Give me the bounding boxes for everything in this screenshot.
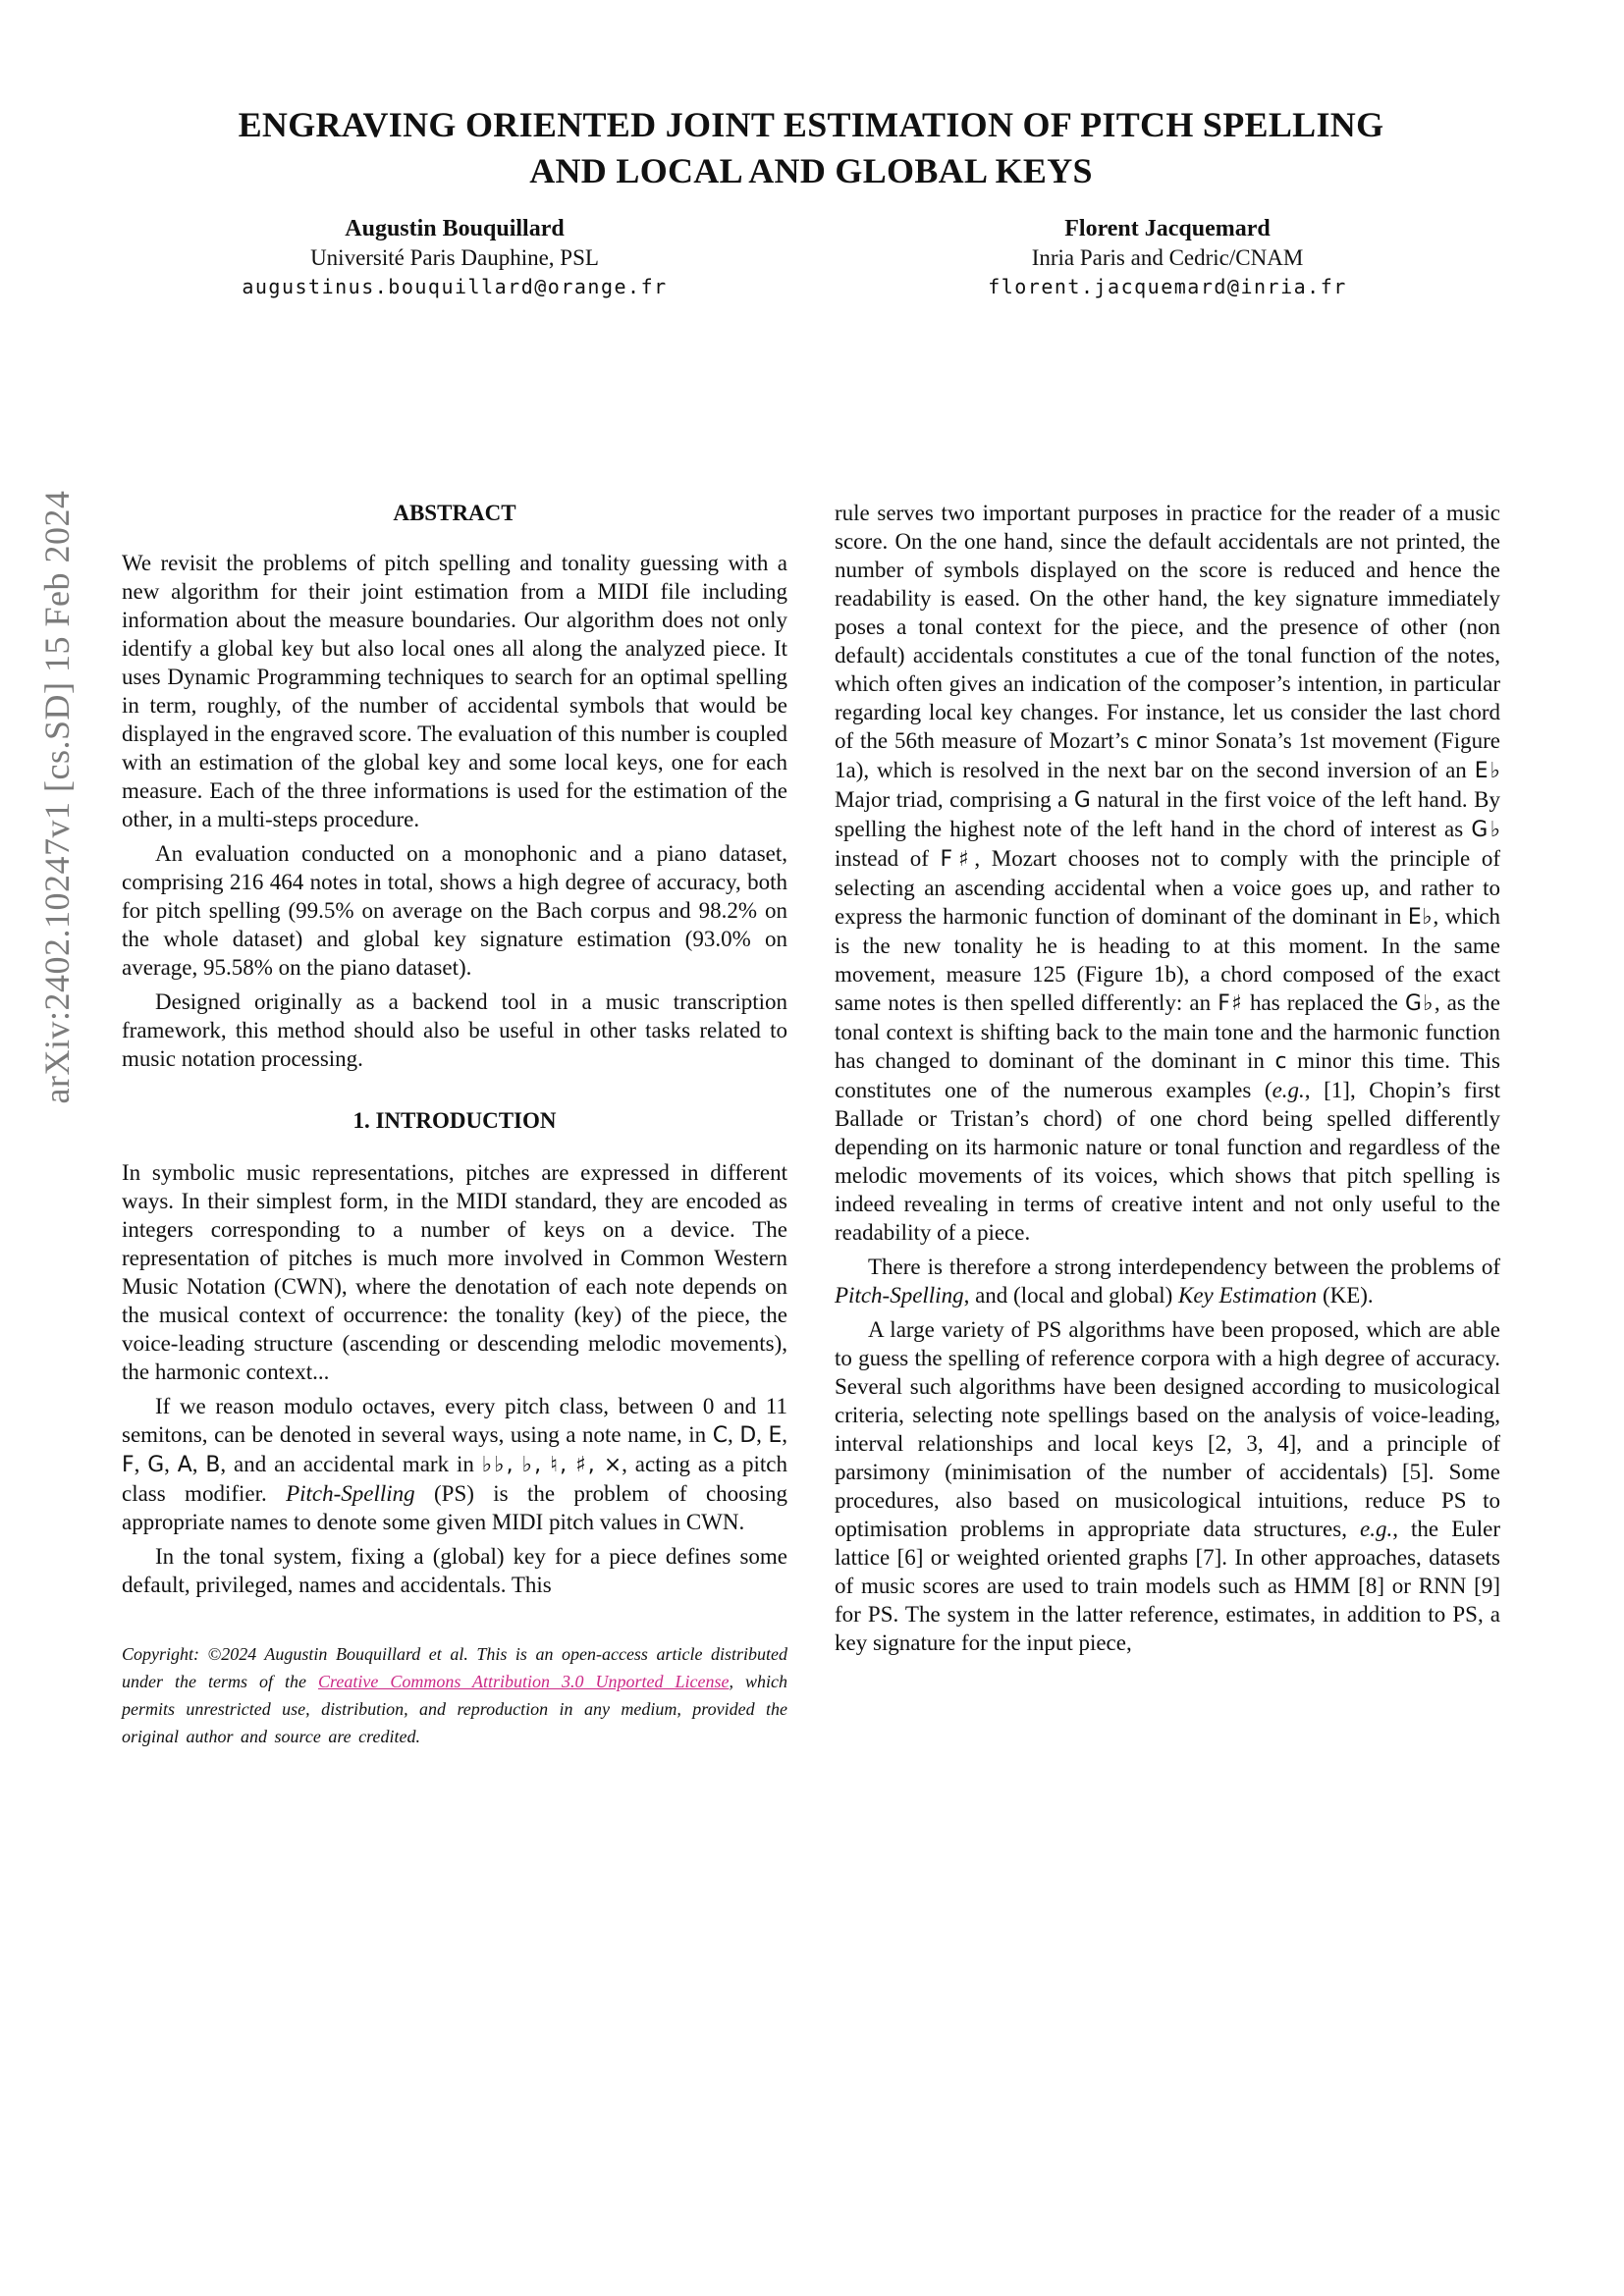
paper-content	[122, 0, 1500, 1750]
copyright-notice	[122, 1640, 787, 1750]
paper-title-line1: ENGRAVING ORIENTED JOINT ESTIMATION OF PITCH SPELLING	[238, 105, 1384, 144]
text-segment: , Mozart chooses not to comply with the principle of selecting an ascending accidental when a voice goes up, and rather to express the harmonic function of dominant of the dominant in	[835, 846, 1501, 929]
author-email: florent.jacquemard@inria.fr	[988, 275, 1347, 298]
text-segment: (PS) is the problem of choosing appropriate names to denote some given MIDI pitch values in CWN.	[122, 1481, 787, 1534]
body-paragraph-1	[835, 499, 1500, 1247]
text-segment: F♯	[1218, 991, 1243, 1016]
authors-row	[122, 214, 1500, 302]
text-segment: There is therefore a strong interdependency between the problems of	[868, 1255, 1500, 1279]
text-segment: If we reason modulo octaves, every pitch class, between 0 and 11 semitons, can be denoted in several ways, using a note name, in	[122, 1394, 787, 1447]
text-segment: G	[147, 1453, 165, 1477]
text-segment: , and an accidental mark in	[220, 1452, 482, 1476]
text-segment: F♯	[940, 847, 975, 872]
author-block-1	[122, 214, 787, 302]
intro-paragraph-2	[122, 1392, 787, 1536]
right-column	[835, 499, 1500, 1750]
text-segment: c	[1136, 729, 1149, 754]
text-segment: Major triad, comprising a	[835, 787, 1074, 812]
intro-paragraph-1: In symbolic music representations, pitches are expressed in different ways. In their simplest form, in the MIDI standard, they are encoded as integers corresponding to a number of keys on a device. The representation of pitches is much more involved in Common Western Music Notation (CWN), where the denotation of each note depends on the musical context of occurrence: the tonality (key) of the piece, the voice-leading structure (ascending or descending melodic movements), the harmonic context...	[122, 1160, 787, 1384]
two-column-body	[122, 499, 1500, 1750]
text-segment: , the Euler lattice [6] or weighted oriented graphs [7]. In other approaches, datasets of music scores are used to train models such as HMM [8] or RNN [9] for PS. The system in the latter reference, estimates, in addition to PS, a key signature for the input piece,	[835, 1517, 1500, 1655]
author-name: Florent Jacquemard	[1064, 216, 1271, 241]
body-paragraph-2	[835, 1253, 1500, 1309]
abstract-paragraph-3: Designed originally as a backend tool in a music transcription framework, this method should also be useful in other tasks related to music notation processing.	[122, 989, 787, 1071]
text-segment: G♭	[1404, 991, 1435, 1016]
text-segment: , which is the new tonality he is heading to at this moment. In the same movement, measure 125 (Figure 1b), a chord composed of the exact same notes is then spelled differently: an	[835, 904, 1500, 1015]
text-segment: , as the tonal context is shifting back to the main tone and the harmonic function has changed to dominant of the dominant in	[835, 990, 1500, 1073]
text-segment: Pitch-Spelling	[835, 1283, 964, 1308]
text-segment: ,	[164, 1452, 178, 1476]
author-email: augustinus.bouquillard@orange.fr	[242, 275, 668, 298]
text-segment: G	[1073, 788, 1091, 813]
text-segment: Pitch-Spelling	[286, 1481, 415, 1506]
text-segment: rule serves two important purposes in practice for the reader of a music score. On the one hand, since the default accidentals are not printed, the number of symbols displayed on the score is reduced and hence the readability is eased. On the other hand, the key signature immediately poses a tonal context for the piece, and the presence of other (non default) accidentals constitutes a cue of the tonal function of the notes, which often gives an indication of the composer’s intention, in particular regarding local key changes. For instance, let us consider the last chord of the 56th measure of Mozart’s	[835, 501, 1500, 753]
text-segment: e.g.	[1272, 1078, 1305, 1102]
text-segment: E♭	[1474, 759, 1500, 783]
text-segment: ,	[728, 1422, 740, 1447]
text-segment: natural in the first voice of the left hand. By spelling the highest note of the left hand in the chord of interest as	[835, 787, 1500, 841]
author-block-2	[835, 214, 1500, 302]
abstract-heading: ABSTRACT	[393, 501, 516, 525]
text-segment: E♭	[1407, 905, 1434, 930]
text-segment: E	[768, 1423, 783, 1448]
text-segment: C	[712, 1423, 729, 1448]
text-segment: ,	[191, 1452, 206, 1476]
paper-title-line2: AND LOCAL AND GLOBAL KEYS	[529, 151, 1093, 190]
text-segment: has replaced the	[1242, 990, 1405, 1015]
text-segment: D	[739, 1423, 757, 1448]
text-segment: Copyright: ©2024 Augustin Bouquillard et al. This is an open-access article distributed under the terms of the	[122, 1644, 787, 1691]
text-segment: ,	[756, 1422, 769, 1447]
text-segment: e.g.	[1360, 1517, 1393, 1541]
cc-license-link[interactable]: Creative Commons Attribution 3.0 Unported License	[318, 1672, 730, 1691]
text-segment: G♭	[1471, 818, 1501, 842]
text-segment: , which permits unrestricted use, distribution, and reproduction in any medium, provided the original author and source are credited.	[122, 1672, 787, 1746]
paper-title	[122, 102, 1500, 194]
text-segment: A large variety of PS algorithms have been proposed, which are able to guess the spelling of reference corpora with a high degree of accuracy. Several such algorithms have been designed according to musicological criteria, selecting note spellings based on the analysis of voice-leading, interval relationships and local keys [2, 3, 4], and a principle of parsimony (minimisation of the number of accidentals) [5]. Some procedures, also based on musicological intuitions, reduce PS to optimisation problems in appropriate data structures,	[835, 1317, 1500, 1541]
text-segment: , and (local and global)	[963, 1283, 1178, 1308]
author-name: Augustin Bouquillard	[345, 216, 565, 241]
arxiv-watermark: arXiv:2402.10247v1 [cs.SD] 15 Feb 2024	[37, 490, 77, 1104]
text-segment: ♭♭, ♭, ♮, ♯, ×	[481, 1453, 623, 1477]
intro-paragraph-3: In the tonal system, fixing a (global) key for a piece defines some default, privileged, names and accidentals. This	[122, 1544, 787, 1597]
abstract-paragraph-1: We revisit the problems of pitch spelling and tonality guessing with a new algorithm for their joint estimation from a MIDI file including information about the measure boundaries. Our algorithm does not only identify a global key but also local ones all along the analyzed piece. It uses Dynamic Programming techniques to search for an optimal spelling in term, roughly, of the number of accidental symbols that would be displayed in the engraved score. The evaluation of this number is coupled with an estimation of the global key and some local keys, one for each measure. Each of the three informations is used for the estimation of the other, in a multi-steps procedure.	[122, 551, 787, 831]
text-segment: minor Sonata’s 1st movement (Figure 1a), which is resolved in the next bar on the second inversion of an	[835, 728, 1501, 782]
introduction-heading: 1. INTRODUCTION	[352, 1108, 557, 1133]
text-segment: Key Estimation	[1178, 1283, 1318, 1308]
text-segment: ,	[134, 1452, 148, 1476]
body-paragraph-3	[835, 1315, 1500, 1657]
text-segment: B	[205, 1453, 221, 1477]
text-segment: F	[122, 1453, 135, 1477]
text-segment: (KE).	[1317, 1283, 1374, 1308]
text-segment: instead of	[835, 846, 941, 871]
text-segment: , [1], Chopin’s first Ballade or Tristan’s chord) of one chord being spelled differently depending on its harmonic nature or tonal function and regardless of the melodic movements of its voices, which shows that pitch spelling is indeed revealing in terms of creative intent and not only useful to the readability of a piece.	[835, 1078, 1500, 1245]
abstract-paragraph-2: An evaluation conducted on a monophonic and a piano dataset, comprising 216 464 notes in total, shows a high degree of accuracy, both for pitch spelling (99.5% on average on the Bach corpus and 98.2% on the whole dataset) and global key signature estimation (93.0% on average, 95.58% on the piano dataset).	[122, 841, 787, 980]
text-segment: A	[177, 1453, 192, 1477]
author-affiliation: Université Paris Dauphine, PSL	[310, 245, 599, 270]
text-segment: , acting as a pitch class modifier.	[122, 1452, 787, 1506]
text-segment: ,	[782, 1422, 788, 1447]
left-column	[122, 499, 787, 1750]
text-segment: minor this time. This constitutes one of the numerous examples (	[835, 1048, 1500, 1102]
author-affiliation: Inria Paris and Cedric/CNAM	[1031, 245, 1304, 270]
text-segment: c	[1274, 1049, 1287, 1074]
